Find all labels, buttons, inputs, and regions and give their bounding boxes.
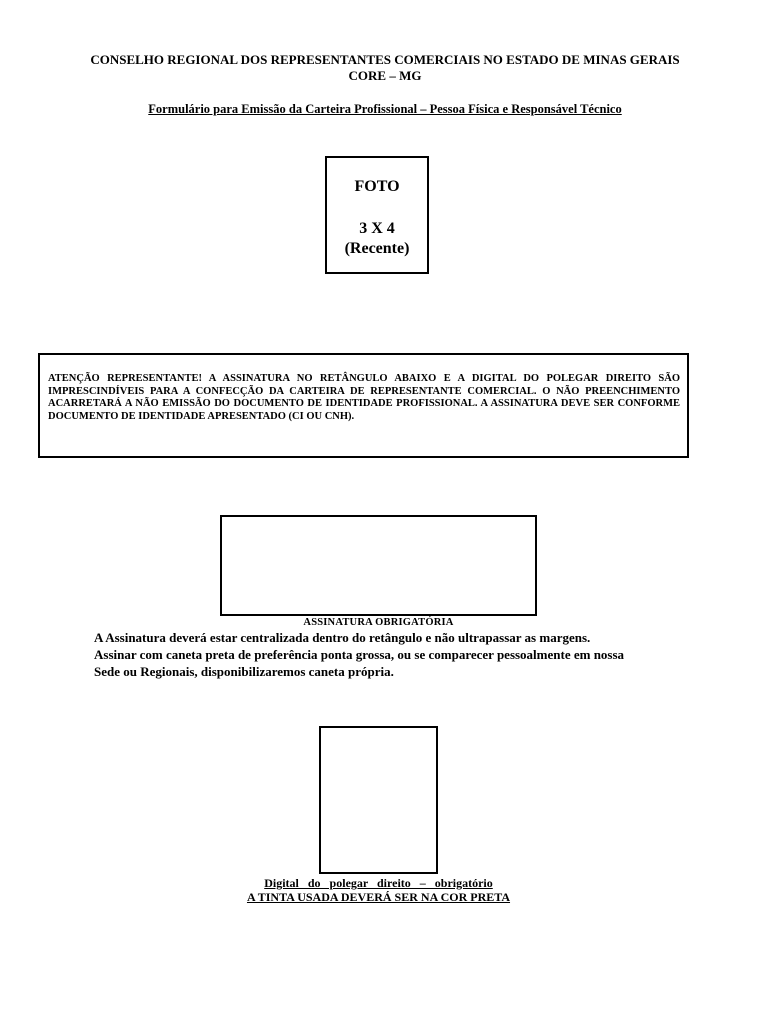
photo-recent-note: (Recente) bbox=[344, 240, 410, 257]
org-code: CORE – MG bbox=[348, 68, 422, 83]
thumbprint-box[interactable] bbox=[319, 726, 438, 874]
signature-box[interactable] bbox=[220, 515, 537, 616]
org-name: CONSELHO REGIONAL DOS REPRESENTANTES COMERCIAIS NO ESTADO DE MINAS GERAIS bbox=[90, 52, 680, 67]
warning-text: ATENÇÃO REPRESENTANTE! A ASSINATURA NO RETÂNGULO ABAIXO E A DIGITAL DO POLEGAR DIREITO SÃO IMPRESCINDÍVEIS PARA A CONFECÇÃO DA CARTEIRA DE REPRESENTANTE COMERCIAL. O NÃO PREENCHIMENTO ACARRETARÁ A NÃO EMISSÃO DO DOCUMENTO DE IDENTIDADE PROFISSIONAL. A ASSINATURA DEVE SER CONFORME DOCUMENTO DE IDENTIDADE APRESENTADO (CI OU CNH). bbox=[48, 373, 680, 422]
signature-instruction: Assinar com caneta preta de preferência ponta grossa, ou se comparecer pessoalmente em nossa bbox=[94, 647, 625, 662]
signature-instruction: Sede ou Regionais, disponibilizaremos caneta própria. bbox=[94, 664, 394, 679]
warning-box bbox=[38, 353, 689, 458]
ink-color-note: A TINTA USADA DEVERÁ SER NA COR PRETA bbox=[246, 890, 511, 904]
signature-label: ASSINATURA OBRIGATÓRIA bbox=[303, 617, 454, 628]
thumbprint-label: Digital do polegar direito – obrigatório bbox=[264, 876, 493, 890]
signature-instruction: A Assinatura deverá estar centralizada dentro do retângulo e não ultrapassar as margens. bbox=[94, 630, 591, 645]
photo-box bbox=[325, 156, 429, 274]
photo-label: FOTO bbox=[354, 178, 400, 195]
form-title: Formulário para Emissão da Carteira Profissional – Pessoa Física e Responsável Técnico bbox=[148, 102, 622, 116]
photo-size: 3 X 4 bbox=[359, 220, 395, 237]
